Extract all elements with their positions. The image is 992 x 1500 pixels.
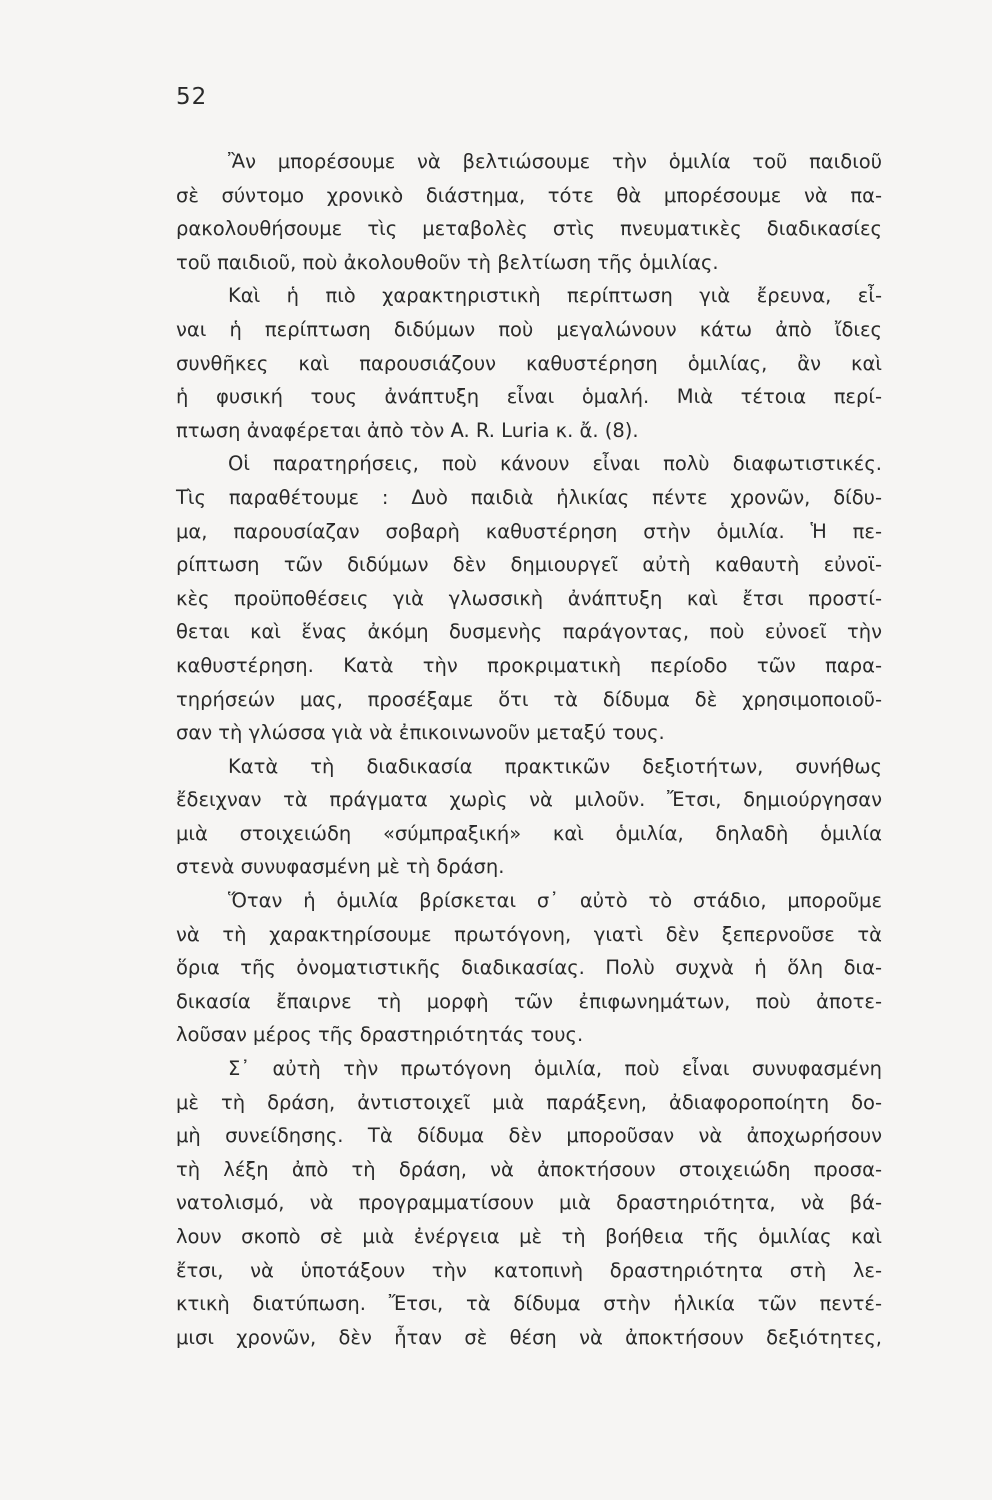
text-line: Κατὰ τὴ διαδικασία πρακτικῶν δεξιοτήτων, συνήθως [228, 754, 882, 778]
text-line: τοῦ παιδιοῦ, ποὺ ἀκολουθοῦν τὴ βελτίωση τῆς ὁμιλίας. [176, 250, 719, 274]
page-number: 52 [176, 84, 208, 110]
text-line: δικασία ἔπαιρνε τὴ μορφὴ τῶν ἐπιφωνημάτων, ποὺ ἀποτε- [176, 989, 882, 1013]
text-line: σὲ σύντομο χρονικὸ διάστημα, τότε θὰ μπορέσουμε νὰ πα- [176, 183, 882, 207]
text-line: νατολισμό, νὰ προγραμματίσουν μιὰ δραστηριότητα, νὰ βά- [176, 1191, 882, 1215]
text-line: καθυστέρηση. Κατὰ τὴν προκριματικὴ περίοδο τῶν παρα- [176, 653, 882, 677]
text-line: ρακολουθήσουμε τὶς μεταβολὲς στὶς πνευματικὲς διαδικασίες [176, 217, 882, 241]
text-line: συνθῆκες καὶ παρουσιάζουν καθυστέρηση ὁμιλίας, ἂν καὶ [176, 351, 882, 375]
text-line: θεται καὶ ἕνας ἀκόμη δυσμενὴς παράγοντας, ποὺ εὐνοεῖ τὴν [176, 620, 882, 644]
text-line: ἡ φυσική τους ἀνάπτυξη εἶναι ὁμαλή. Μιὰ τέτοια περί- [176, 385, 882, 409]
body-text [176, 145, 882, 1354]
text-line: κὲς προϋποθέσεις γιὰ γλωσσικὴ ἀνάπτυξη καὶ ἔτσι προστί- [176, 586, 882, 610]
text-line: τὴ λέξη ἀπὸ τὴ δράση, νὰ ἀποκτήσουν στοιχειώδη προσα- [176, 1157, 882, 1181]
text-line: λοῦσαν μέρος τῆς δραστηριότητάς τους. [176, 1023, 584, 1047]
text-line: λουν σκοπὸ σὲ μιὰ ἐνέργεια μὲ τὴ βοήθεια τῆς ὁμιλίας καὶ [176, 1225, 882, 1248]
text-line: μισι χρονῶν, δὲν ἦταν σὲ θέση νὰ ἀποκτήσουν δεξιότητες, [176, 1325, 882, 1349]
text-line: μα, παρουσίαζαν σοβαρὴ καθυστέρηση στὴν ὁμιλία. Ἡ πε- [176, 519, 882, 543]
text-line: Ὅταν ἡ ὁμιλία βρίσκεται σ᾽ αὐτὸ τὸ στάδιο, μποροῦμε [228, 889, 882, 913]
text-line: μὴ συνείδησης. Τὰ δίδυμα δὲν μποροῦσαν νὰ ἀποχωρήσουν [176, 1124, 882, 1148]
text-line: Καὶ ἡ πιὸ χαρακτηριστικὴ περίπτωση γιὰ ἔρευνα, εἶ- [228, 284, 882, 308]
text-line: τηρήσεών μας, προσέξαμε ὅτι τὰ δίδυμα δὲ χρησιμοποιοῦ- [176, 687, 882, 711]
text-line: μὲ τὴ δράση, ἀντιστοιχεῖ μιὰ παράξενη, ἀδιαφοροποίητη δο- [176, 1090, 882, 1114]
text-line: Σ᾽ αὐτὴ τὴν πρωτόγονη ὁμιλία, ποὺ εἶναι συνυφασμένη [228, 1057, 882, 1081]
text-line: σαν τὴ γλώσσα γιὰ νὰ ἐπικοινωνοῦν μεταξύ τους. [176, 721, 665, 745]
text-line: Τὶς παραθέτουμε : Δυὸ παιδιὰ ἡλικίας πέντε χρονῶν, δίδυ- [176, 485, 882, 509]
text-line: ἔδειχναν τὰ πράγματα χωρὶς νὰ μιλοῦν. Ἔτσι, δημιούργησαν [176, 788, 882, 812]
text-line: ρίπτωση τῶν διδύμων δὲν δημιουργεῖ αὐτὴ καθαυτὴ εὐνοϊ- [176, 553, 882, 577]
text-line: ὅρια τῆς ὀνοματιστικῆς διαδικασίας. Πολὺ συχνὰ ἡ ὅλη δια- [176, 956, 882, 980]
text-line: νὰ τὴ χαρακτηρίσουμε πρωτόγονη, γιατὶ δὲν ξεπερνοῦσε τὰ [176, 922, 882, 946]
text-line: κτικὴ διατύπωση. Ἔτσι, τὰ δίδυμα στὴν ἡλικία τῶν πεντέ- [176, 1292, 882, 1316]
text-line: ναι ἡ περίπτωση διδύμων ποὺ μεγαλώνουν κάτω ἀπὸ ἴδιες [176, 317, 882, 341]
text-line: πτωση ἀναφέρεται ἀπὸ τὸν A. R. Luria κ. ἄ. (8). [176, 418, 639, 442]
text-line: μιὰ στοιχειώδη «σύμπραξική» καὶ ὁμιλία, δηλαδὴ ὁμιλία [176, 821, 882, 845]
text-line: Ἂν μπορέσουμε νὰ βελτιώσουμε τὴν ὁμιλία τοῦ παιδιοῦ [228, 150, 882, 173]
text-line: Οἱ παρατηρήσεις, ποὺ κάνουν εἶναι πολὺ διαφωτιστικές. [228, 452, 882, 476]
text-line: στενὰ συνυφασμένη μὲ τὴ δράση. [176, 855, 505, 879]
text-line: ἔτσι, νὰ ὑποτάξουν τὴν κατοπινὴ δραστηριότητα στὴ λε- [176, 1258, 882, 1282]
